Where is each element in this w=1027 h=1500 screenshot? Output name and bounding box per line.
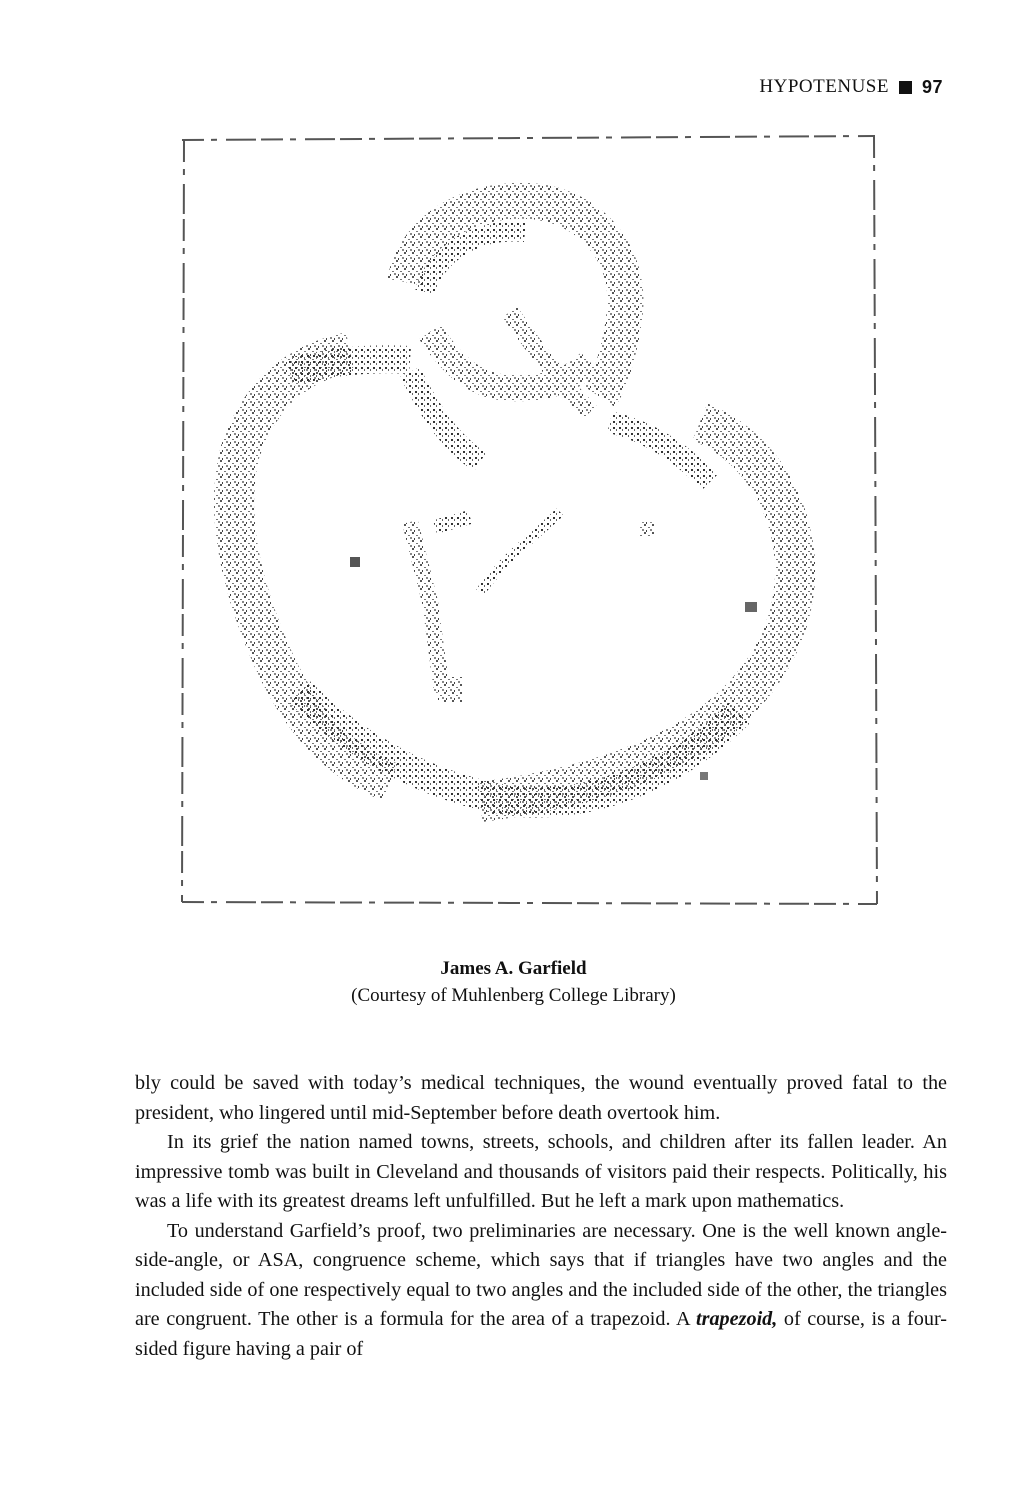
body-text [135,1069,947,1364]
figure-caption [0,955,1027,1009]
paragraph-1: bly could be saved with today’s medical techniques, the wound eventually proved fatal to the president, who lingered until mid-September before death overtook him. [135,1072,947,1124]
caption-name: James A. Garfield [440,958,587,979]
paragraph-3-text-b: of course, is a four-sided figure having a pair of [135,1308,947,1360]
term-trapezoid: trapezoid, [696,1308,778,1330]
paragraph-3-text-a: To understand Garfield’s proof, two preliminaries are necessary. One is the well known angle-side-angle, or ASA, congruence scheme, which says that if triangles have two angles and the included side of one respectively equal to two angles and the included side of the other, the triangles are congruent. The other is a formula for the area of a trapezoid. A [135,1219,947,1330]
square-bullet-icon [899,81,912,94]
running-head-title: HYPOTENUSE [759,76,889,97]
portrait-photo-icon [180,132,880,907]
page-number: 97 [921,76,943,97]
paragraph-2: In its grief the nation named towns, streets, schools, and children after its fallen leader. An impressive tomb was built in Cleveland and thousands of visitors paid their respects. Politically, his was a life with its greatest dreams left unfulfilled. But he left a mark upon mathematics. [135,1131,947,1212]
caption-credit: (Courtesy of Muhlenberg College Library) [351,985,676,1006]
portrait-figure [180,132,880,907]
paragraph-3 [135,1217,947,1365]
running-head [759,76,943,98]
